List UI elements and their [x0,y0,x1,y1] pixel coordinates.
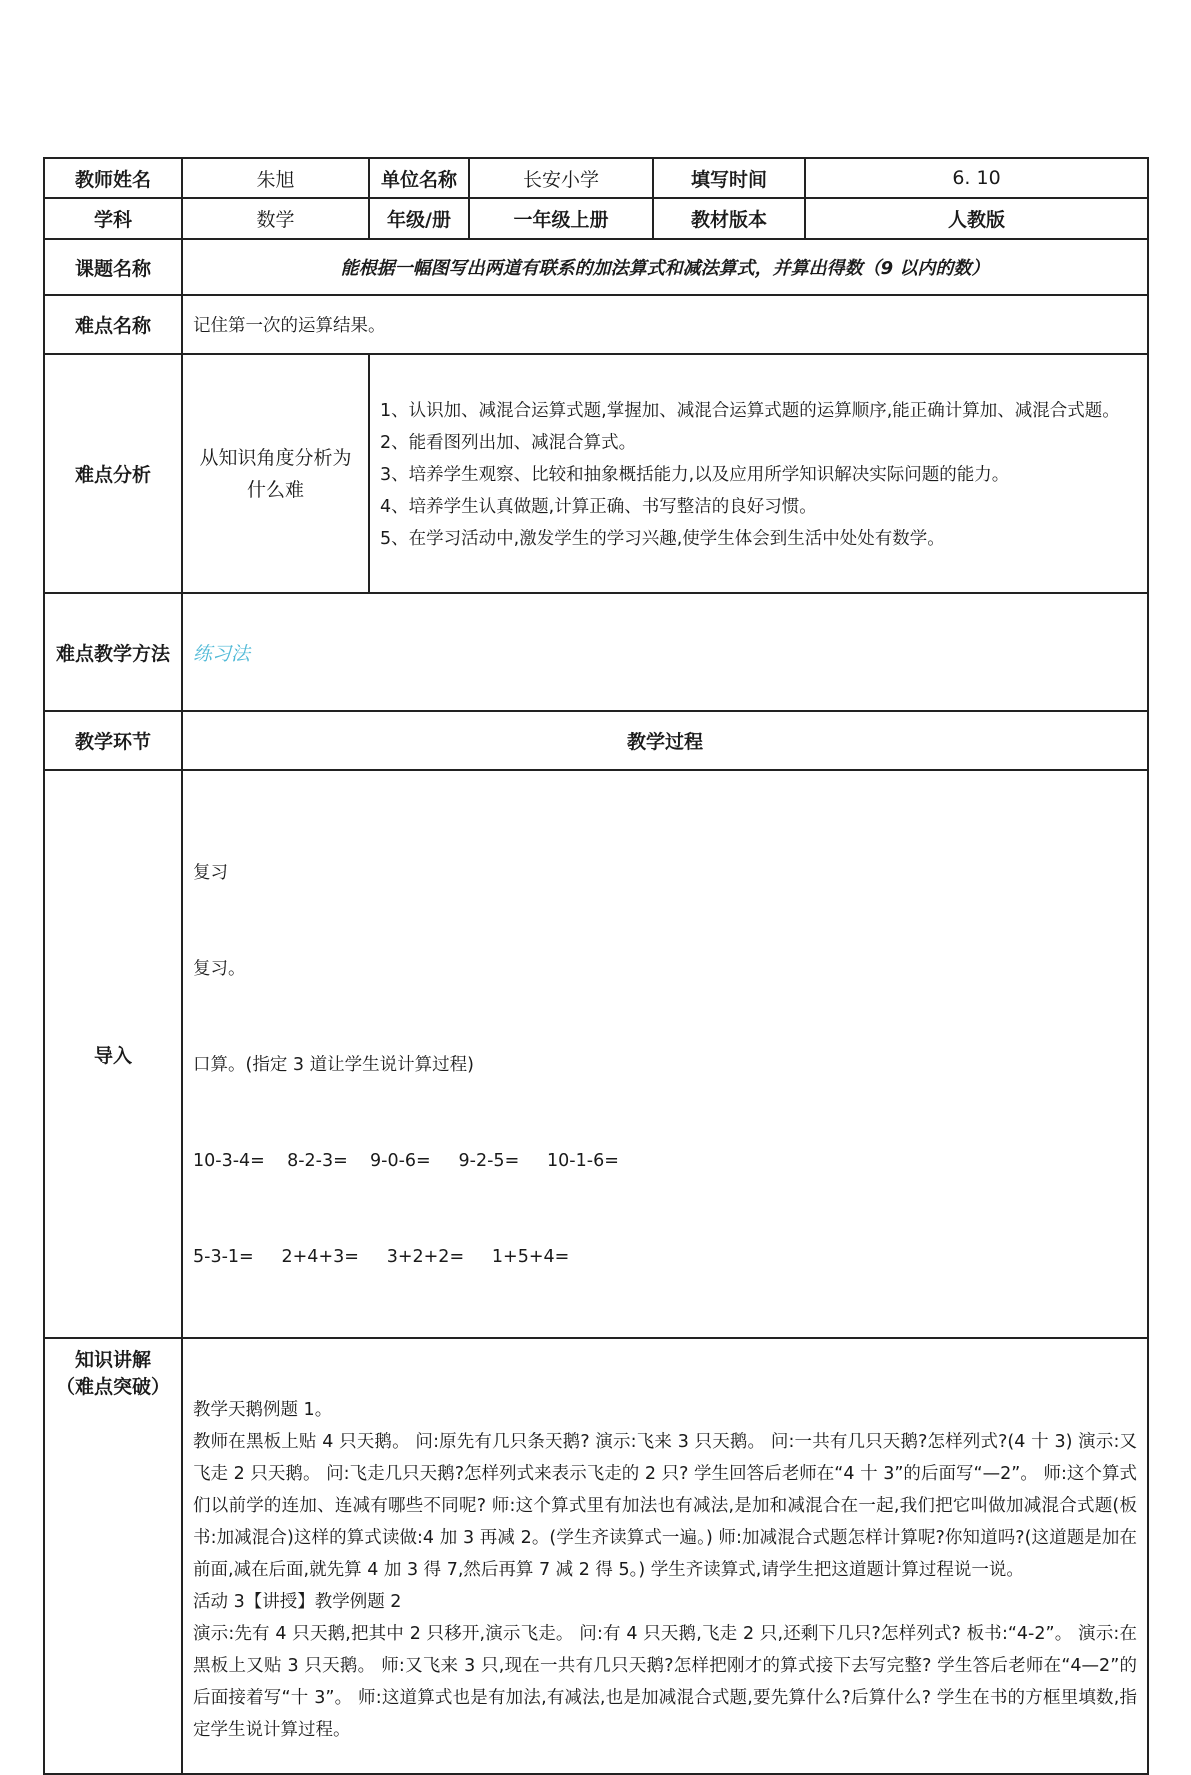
difficulty-value: 记住第一次的运算结果。 [182,295,1148,354]
topic-row [44,239,1148,295]
intro-line: 10-3-4= 8-2-3= 9-0-6= 9-2-5= 10-1-6= [193,1151,619,1171]
subject-label: 学科 [44,198,182,239]
difficulty-row [44,295,1148,354]
intro-line: 复习。 [193,959,246,979]
lecture-label-line1: 知识讲解 [74,1349,151,1371]
date-label: 填写时间 [653,158,805,198]
lecture-label [44,1338,182,1774]
method-row [44,593,1148,711]
lecture-label-line2: （难点突破） [55,1376,170,1398]
intro-label: 导入 [44,770,182,1338]
lecture-paragraph: 演示:先有 4 只天鹅,把其中 2 只移开,演示飞走。 问:有 4 只天鹅,飞走 2 只,还剩下几只?怎样列式? 板书:“4-2”。 演示:在黑板上又贴 3 只天鹅。 师:又飞来 3 只,现在一共有几只天鹅?怎样把刚才的算式接下去写完整? 学生答后老师在“4—2”的后面接着写“十 3”。 师:这道算式也是有加法,有减法,也是加减混合式题,要先算什么?后算什么? 学生在书的方框里填数,指定学生说计算过程。 [193,1624,1137,1740]
method-value: 练习法 [182,593,1148,711]
lecture-paragraph: 教师在黑板上贴 4 只天鹅。 问:原先有几只条天鹅? 演示:飞来 3 只天鹅。 问:一共有几只天鹅?怎样列式?(4 十 3) 演示:又飞走 2 只天鹅。 问:飞走几只天鹅?怎样列式来表示飞走的 2 只? 学生回答后老师在“4 十 3”的后面写“—2”。 师:这个算式们以前学的连加、连减有哪些不同呢? 师:这个算式里有加法也有减法,是加和减混合在一起,我们把它叫做加减混合式题(板书:加减混合)这样的算式读做:4 加 3 再减 2。(学生齐读算式一遍。) 师:加减混合式题怎样计算呢?你知道吗?(这道题是加在前面,减在后面,就先算 4 加 3 得 7,然后再算 7 减 2 得 5。) 学生齐读算式,请学生把这道题计算过程说一说。 [193,1432,1137,1580]
intro-line: 复习 [193,863,228,883]
analysis-item: 4、培养学生认真做题,计算正确、书写整洁的良好习惯。 [380,496,817,517]
lecture-paragraph: 教学天鹅例题 1。 [193,1400,333,1420]
difficulty-label: 难点名称 [44,295,182,354]
topic-label: 课题名称 [44,239,182,295]
teacher-name: 朱旭 [182,158,369,198]
edition-value: 人教版 [805,198,1148,239]
date-value: 6. 10 [805,158,1148,198]
unit-name: 长安小学 [469,158,653,198]
unit-label: 单位名称 [369,158,469,198]
analysis-row [44,354,1148,593]
intro-line: 口算。(指定 3 道让学生说计算过程) [193,1055,474,1075]
process-stage-label: 教学环节 [44,711,182,770]
lesson-plan-table [43,157,1149,1775]
edition-label: 教材版本 [653,198,805,239]
header-row-1 [44,158,1148,198]
process-title: 教学过程 [182,711,1148,770]
method-label: 难点教学方法 [44,593,182,711]
analysis-label: 难点分析 [44,354,182,593]
lecture-paragraph: 活动 3【讲授】教学例题 2 [193,1592,402,1612]
intro-row [44,770,1148,1338]
subject-value: 数学 [182,198,369,239]
lecture-content [182,1338,1148,1774]
analysis-item: 2、能看图列出加、减混合算式。 [380,432,637,453]
teacher-label: 教师姓名 [44,158,182,198]
analysis-items [369,354,1148,593]
intro-line: 5-3-1= 2+4+3= 3+2+2= 1+5+4= [193,1247,570,1267]
intro-content [182,770,1148,1338]
topic-value: 能根据一幅图写出两道有联系的加法算式和减法算式，并算出得数（9 以内的数） [182,239,1148,295]
grade-label: 年级/册 [369,198,469,239]
analysis-item: 5、在学习活动中,激发学生的学习兴趣,使学生体会到生活中处处有数学。 [380,528,945,549]
analysis-sub-label: 从知识角度分析为什么难 [182,354,369,593]
lecture-row [44,1338,1148,1774]
analysis-item: 3、培养学生观察、比较和抽象概括能力,以及应用所学知识解决实际问题的能力。 [380,464,1010,485]
process-header-row [44,711,1148,770]
header-row-2 [44,198,1148,239]
analysis-item: 1、认识加、减混合运算式题,掌握加、减混合运算式题的运算顺序,能正确计算加、减混合式题。 [380,400,1120,421]
grade-value: 一年级上册 [469,198,653,239]
